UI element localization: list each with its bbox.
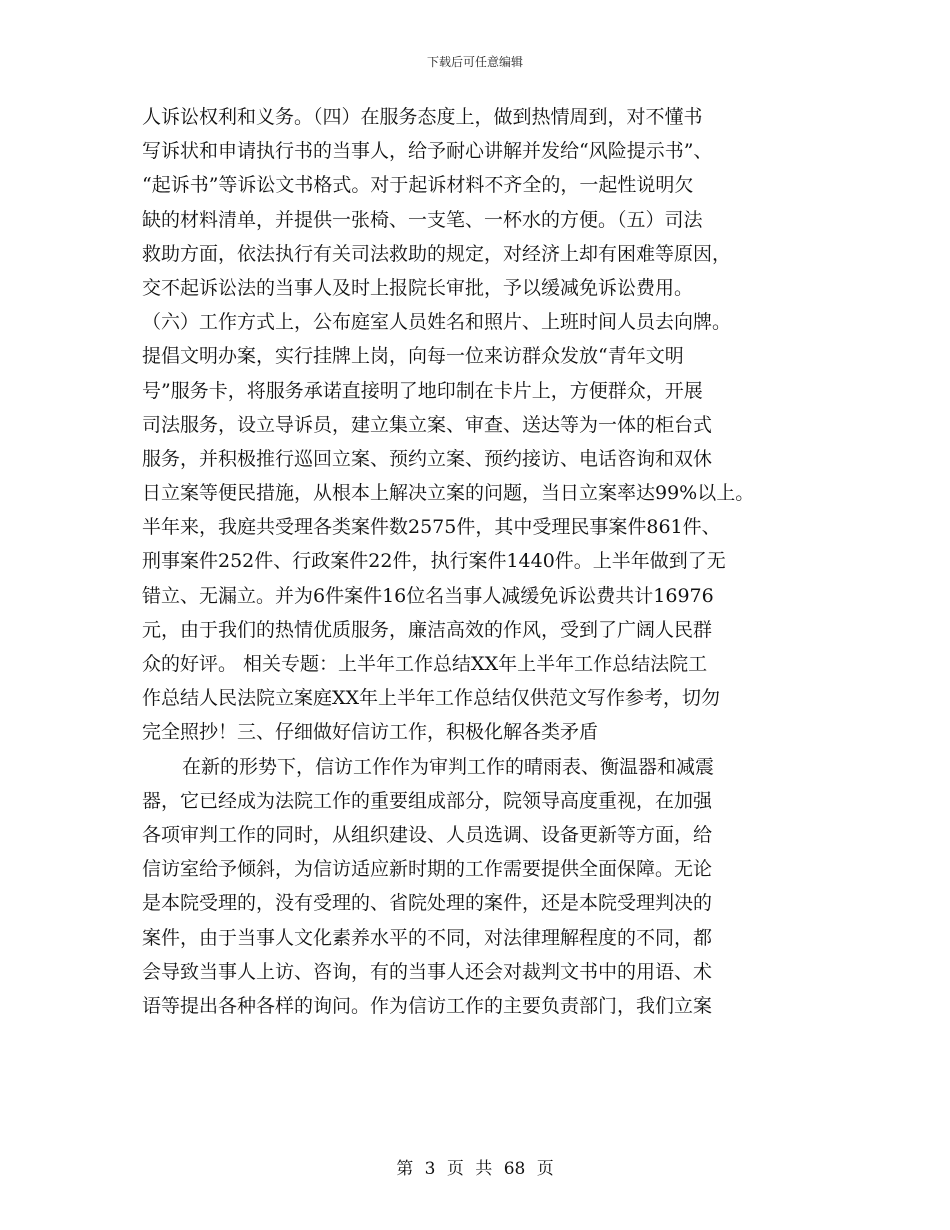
text-line: 作总结人民法院立案庭XX年上半年工作总结仅供范文写作参考，切勿: [142, 687, 721, 710]
text-line: 会导致当事人上访、咨询，有的当事人还会对裁判文书中的用语、术: [142, 960, 713, 983]
text-line: 刑事案件252件、行政案件22件，执行案件1440件。上半年做到了无: [142, 550, 726, 573]
paragraph-start-line: 在新的形势下，信访工作作为审判工作的晴雨表、衡温器和减震: [182, 755, 715, 778]
text-line: 是本院受理的，没有受理的、省院处理的案件，还是本院受理判决的: [142, 892, 713, 915]
text-line: 错立、无漏立。并为6件案件16位名当事人减缓免诉讼费共计16976: [142, 584, 714, 607]
text-line: 完全照抄！三、仔细做好信访工作，积极化解各类矛盾: [142, 721, 599, 744]
text-line: 半年来，我庭共受理各类案件数2575件，其中受理民事案件861件、: [142, 516, 721, 539]
text-line: 救助方面，依法执行有关司法救助的规定，对经济上却有困难等原因，: [142, 242, 732, 265]
document-body: [142, 100, 842, 1023]
text-line: 器，它已经成为法院工作的重要组成部分，院领导高度重视，在加强: [142, 789, 713, 812]
text-line: “起诉书”等诉讼文书格式。对于起诉材料不齐全的，一起性说明欠: [142, 174, 694, 197]
text-line: 各项审判工作的同时，从组织建设、人员选调、设备更新等方面，给: [142, 823, 713, 846]
text-line: 信访室给予倾斜，为信访适应新时期的工作需要提供全面保障。无论: [142, 858, 713, 881]
text-line: 提倡文明办案，实行挂牌上岗，向每一位来访群众发放“青年文明: [142, 345, 684, 368]
text-line: 日立案等便民措施，从根本上解决立案的问题，当日立案率达99%以上。: [142, 482, 755, 505]
text-line: 案件，由于当事人文化素养水平的不同，对法律理解程度的不同，都: [142, 926, 713, 949]
text-line: 人诉讼权利和义务。（四）在服务态度上，做到热情周到，对不懂书: [142, 106, 703, 128]
text-line: （六）工作方式上，公布庭室人员姓名和照片、上班时间人员去向牌。: [142, 311, 732, 334]
page-header: 下载后可任意编辑: [426, 55, 523, 69]
text-line: 缺的材料清单，并提供一张椅、一支笔、一杯水的方便。（五）司法: [142, 208, 703, 231]
text-line: 语等提出各种各样的询问。作为信访工作的主要负责部门，我们立案: [142, 994, 713, 1017]
page-footer: 第 3 页 共 68 页: [396, 1159, 554, 1179]
text-line: 司法服务，设立导诉员，建立集立案、审查、送达等为一体的柜台式: [142, 413, 713, 436]
text-line: 号”服务卡，将服务承诺直接明了地印制在卡片上，方便群众，开展: [142, 379, 703, 402]
text-line: 写诉状和申请执行书的当事人，给予耐心讲解并发给“风险提示书”、: [142, 140, 713, 163]
text-line: 元，由于我们的热情优质服务，廉洁高效的作风，受到了广阔人民群: [142, 618, 713, 641]
text-line: 众的好评。 相关专题：上半年工作总结XX年上半年工作总结法院工: [142, 653, 708, 675]
text-line: 交不起诉讼法的当事人及时上报院长审批，予以缓减免诉讼费用。: [142, 276, 694, 299]
text-line: 服务，并积极推行巡回立案、预约立案、预约接访、电话咨询和双休: [142, 447, 713, 470]
